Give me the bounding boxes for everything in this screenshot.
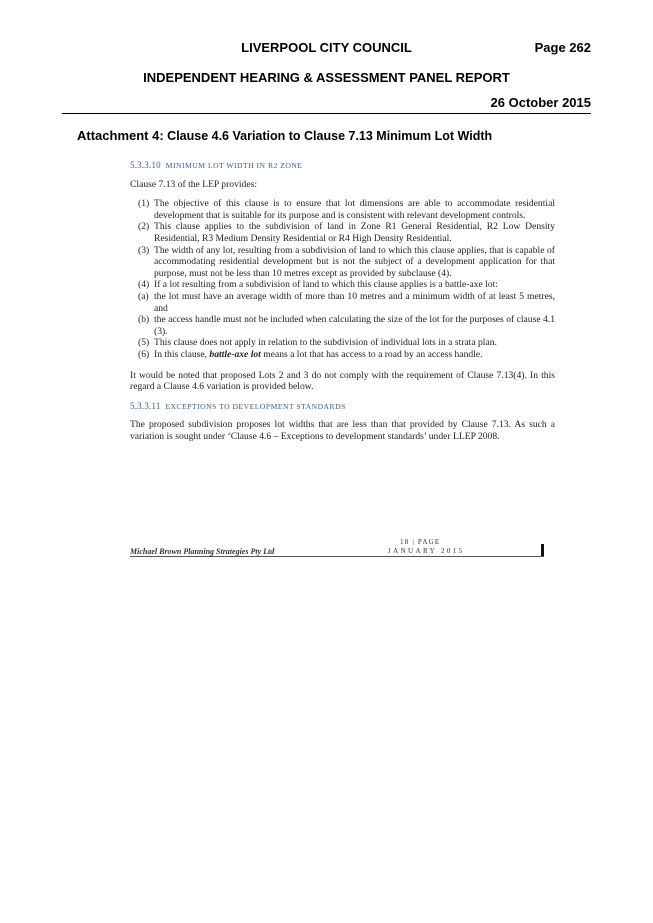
item-text: the access handle must not be included when calculating the size of the lot for the purposes of clause 4.1 (3). [154, 314, 555, 337]
section-heading-exceptions [130, 401, 555, 413]
item-number: (5) [138, 337, 150, 349]
report-date: 26 October 2015 [490, 95, 591, 110]
footer-month: JANUARY 2015 [388, 547, 465, 555]
list-item [130, 314, 555, 337]
list-item [130, 291, 555, 314]
section-title: EXCEPTIONS TO DEVELOPMENT STANDARDS [165, 401, 346, 411]
attachment-label: Attachment 4: [77, 128, 164, 143]
report-title: INDEPENDENT HEARING & ASSESSMENT PANEL REPORT [143, 70, 510, 85]
item-number: (1) [138, 198, 150, 210]
item-text-post: means a lot that has access to a road by an access handle. [260, 348, 483, 360]
clause-list [130, 198, 555, 360]
header-divider [62, 113, 591, 114]
council-name: LIVERPOOL CITY COUNCIL [241, 40, 412, 55]
footer-firm: Michael Brown Planning Strategies Pty Ltd [130, 547, 275, 556]
defined-term: battle-axe lot [209, 348, 261, 360]
embedded-document [130, 160, 555, 442]
item-text: If a lot resulting from a subdivision of land to which this clause applies is a battle-axe lot: [154, 279, 498, 291]
list-item [130, 221, 555, 244]
footer-page: 18 | PAGE [400, 538, 441, 546]
intro-text: Clause 7.13 of the LEP provides: [130, 178, 258, 190]
item-text [154, 349, 555, 361]
footer-rule [130, 556, 544, 557]
item-number: (4) [138, 279, 150, 291]
attachment-heading [77, 128, 492, 143]
note-text: It would be noted that proposed Lots 2 and 3 do not comply with the requirement of Clause 7.13(4). In this regard a Clause 4.6 variation is provided below. [130, 369, 555, 393]
item-number: (b) [138, 314, 150, 326]
list-item [130, 349, 555, 361]
item-number: (a) [138, 290, 149, 302]
item-text: the lot must have an average width of more than 10 metres and a minimum width of at least 5 metres, and [154, 290, 555, 314]
attachment-title: Clause 4.6 Variation to Clause 7.13 Minimum Lot Width [167, 129, 493, 143]
list-item [130, 279, 555, 291]
item-number: (2) [138, 221, 150, 233]
closing-text: The proposed subdivision proposes lot widths that are less than that provided by Clause 7.13. As such a variation is sought under ‘Clause 4.6 – Exceptions to development standards’ under LLEP 2008. [130, 419, 555, 442]
section-title: MINIMUM LOT WIDTH IN R2 ZONE [165, 161, 303, 170]
item-text: This clause applies to the subdivision of land in Zone R1 General Residential, R2 Low Density Residential, R3 Medium Density Residential or R4 High Density Residential. [154, 221, 555, 244]
list-item [130, 337, 555, 349]
item-text-pre: In this clause, [154, 348, 210, 360]
section-heading-minimum-lot-width [130, 160, 555, 172]
section-number: 5.3.3.10 [130, 160, 161, 170]
list-item [130, 245, 555, 280]
section-number: 5.3.3.11 [130, 400, 161, 411]
list-item [130, 198, 555, 221]
page-number: Page 262 [534, 40, 591, 55]
item-text: This clause does not apply in relation to the subdivision of individual lots in a strata plan. [154, 337, 497, 349]
item-number: (6) [138, 348, 150, 360]
item-text: The width of any lot, resulting from a subdivision of land to which this clause applies, that is capable of accommodating residential development but is not the subject of a development application for that purpose, must not be less than 10 metres except as provided by subclause (4). [154, 244, 555, 279]
item-number: (3) [138, 244, 150, 256]
item-text: The objective of this clause is to ensure that lot dimensions are able to accommodate residential development that is suitable for its purpose and is consistent with relevant development controls. [154, 198, 555, 221]
